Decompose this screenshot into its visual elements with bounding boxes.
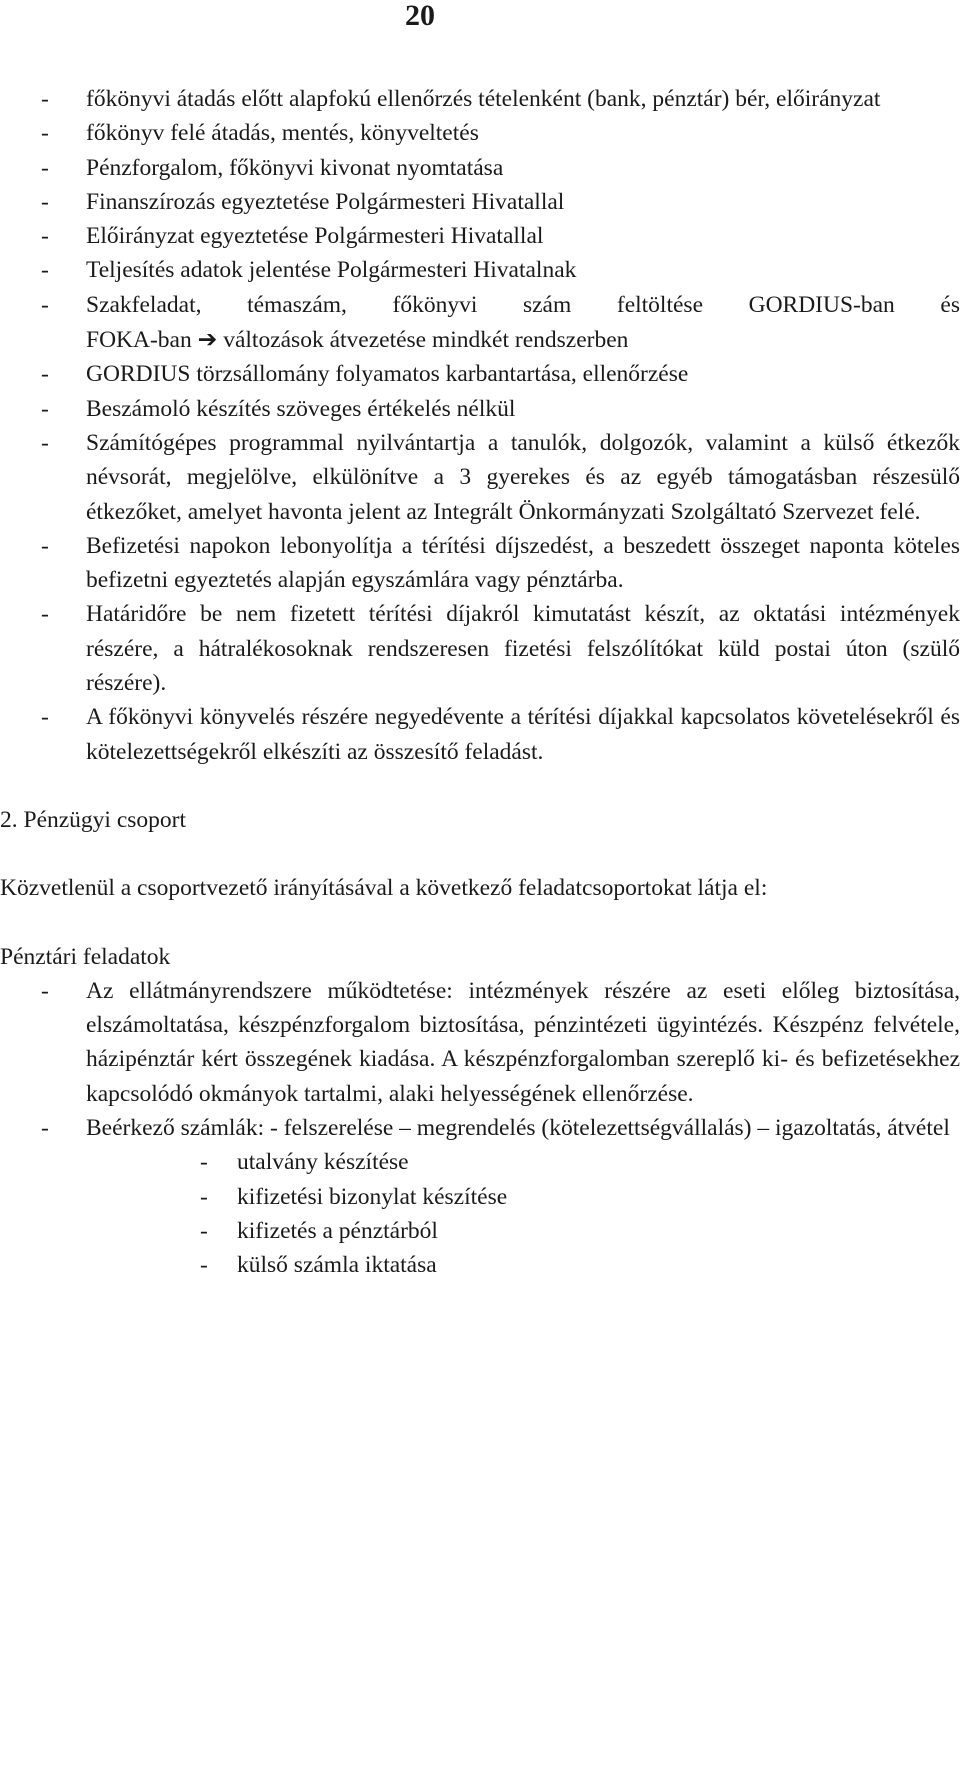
sub-list-item (200, 1248, 960, 1282)
sub-list-item (200, 1145, 960, 1179)
list-dash: - (41, 291, 49, 318)
list-item (41, 82, 960, 116)
list-item (41, 185, 960, 219)
list-dash: - (41, 429, 49, 456)
list-dash: - (41, 86, 49, 112)
list-item-text: Határidőre be nem fizetett térítési díjakról kimutatást készít, az oktatási intézmények részére, a hátralékosoknak rendszeresen fizetési felszólítókat küld postai úton (szülő részére). (86, 601, 960, 697)
section-intro: Közvetlenül a csoportvezető irányításával a következő feladatcsoportokat látja el: (0, 875, 768, 902)
list-item-text: Az ellátmányrendszere működtetése: intézmények részére az eseti előleg biztosítása, elszámoltatása, készpénzforgalom biztosítása, pénzintézeti ügyintézés. Készpénz felvétele, házipénztár kért összegének kiadása. A készpénzforgalomban szereplő ki- és befizetésekhez kapcsolódó okmányok tartalmi, alaki helyességének ellenőrzése. (86, 977, 960, 1107)
list-item (41, 253, 960, 287)
sub-list-item (200, 1214, 960, 1248)
list-dash: - (41, 977, 49, 1004)
list-dash: - (41, 361, 49, 388)
list-dash: - (41, 532, 49, 559)
list-dash: - (200, 1149, 208, 1176)
list-item-text: főkönyvi átadás előtt alapfokú ellenőrzés tételenként (bank, pénztár) bér, előirányzat (86, 86, 881, 112)
list-item-text: Befizetési napokon lebonyolítja a térítési díjszedést, a beszedett összeget naponta köteles befizetni egyeztetés alapján egyszámlára vagy pénztárba. (86, 532, 960, 594)
subsection-heading: Pénztári feladatok (0, 943, 171, 970)
list-item-text: A főkönyvi könyvelés részére negyedévente a térítési díjakkal kapcsolatos követelésekről és kötelezettségekről elkészíti az összesítő feladást. (86, 704, 960, 765)
list-item (41, 426, 960, 529)
list-dash: - (41, 257, 49, 284)
list-item-text: GORDIUS törzsállomány folyamatos karbantartása, ellenőrzése (86, 361, 689, 388)
sub-list-item (200, 1180, 960, 1214)
list-item-text: Beérkező számlák: - felszerelése – megrendelés (kötelezettségvállalás) – igazoltatás, átvétel (86, 1115, 950, 1142)
list-dash: - (41, 601, 49, 628)
list-item (41, 597, 960, 700)
list-dash: - (41, 120, 49, 147)
foka-prefix: FOKA-ban (86, 327, 192, 354)
sub-list-item-text: külső számla iktatása (237, 1252, 437, 1279)
list-item (41, 392, 960, 426)
list-dash: - (41, 395, 49, 422)
list-dash: - (41, 1115, 49, 1142)
list-item (41, 974, 960, 1111)
list-dash: - (200, 1252, 208, 1279)
arrow-right-icon: ➔ (197, 325, 218, 354)
list-item (41, 288, 960, 358)
list-item-text: Finanszírozás egyeztetése Polgármesteri Hivatallal (86, 188, 565, 215)
list-item (41, 700, 960, 769)
foka-suffix: változások átvezetése mindkét rendszerben (223, 327, 629, 354)
list-item (41, 116, 960, 150)
page-number: 20 (405, 0, 435, 32)
list-item (41, 219, 960, 253)
list-dash: - (200, 1217, 208, 1244)
list-item-text: Szakfeladat, témaszám, főkönyvi szám feltöltése GORDIUS-ban és (86, 291, 960, 318)
list-dash: - (41, 154, 49, 181)
sub-list-item-text: utalvány készítése (237, 1149, 409, 1176)
list-dash: - (41, 223, 49, 250)
list-dash: - (41, 704, 49, 731)
sub-list-item-text: kifizetési bizonylat készítése (237, 1183, 508, 1210)
list-item (41, 1111, 960, 1145)
document-body (0, 82, 960, 1283)
list-item-text: Előirányzat egyeztetése Polgármesteri Hivatallal (86, 223, 544, 250)
list-dash: - (41, 188, 49, 215)
sub-list-item-text: kifizetés a pénztárból (237, 1217, 438, 1244)
list-item (41, 529, 960, 598)
section-title: 2. Pénzügyi csoport (0, 806, 187, 833)
list-dash: - (200, 1183, 208, 1210)
foka-line (86, 322, 960, 357)
list-item (41, 357, 960, 391)
list-item-text: Számítógépes programmal nyilvántartja a tanulók, dolgozók, valamint a külső étkezők névsorát, megjelölve, elkülönítve a 3 gyerekes és az egyéb támogatásban részesülő étkezőket, amelyet havonta jelent az Integrált Önkormányzati Szolgáltató Szervezet felé. (86, 429, 960, 525)
list-item-text: Teljesítés adatok jelentése Polgármesteri Hivatalnak (86, 257, 577, 284)
list-item-text: főkönyv felé átadás, mentés, könyveltetés (86, 120, 479, 147)
list-item-text: Pénzforgalom, főkönyvi kivonat nyomtatása (86, 154, 504, 181)
list-item (41, 151, 960, 185)
list-item-text: Beszámoló készítés szöveges értékelés nélkül (86, 395, 516, 422)
